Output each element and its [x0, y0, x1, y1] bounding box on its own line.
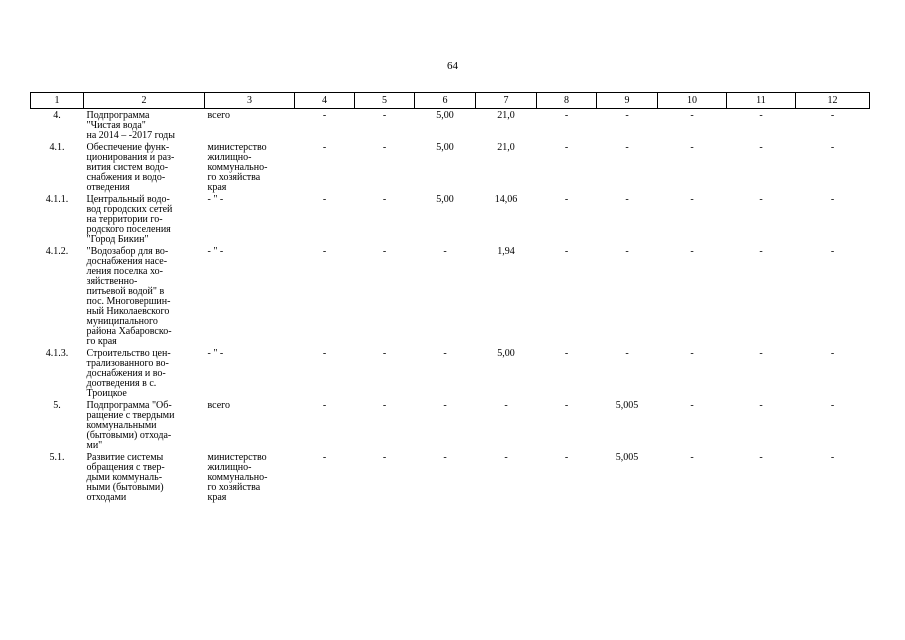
value-cell: - — [690, 246, 694, 257]
value-cell: - — [322, 400, 327, 411]
value-cell: 5,005 — [615, 452, 639, 463]
value-cell: - — [382, 110, 387, 121]
value-cell: - — [564, 348, 569, 359]
value-cell: - — [564, 110, 569, 121]
value-cell: - — [690, 452, 694, 463]
row-executor: - " - — [207, 246, 224, 257]
value-cell: - — [443, 246, 447, 257]
value-cell: 5,00 — [436, 194, 454, 205]
row-name: Строительство цен- трализованного во- доснабжения и во- доотведения в с. Троицкое — [86, 348, 171, 399]
value-cell: - — [382, 400, 387, 411]
value-cell: - — [625, 246, 629, 257]
row-executor: министерство жилищно- коммунально- го хозяйства края — [207, 452, 268, 503]
header-cell: 2 — [84, 93, 205, 109]
value-cell: - — [322, 348, 327, 359]
row-executor: - " - — [207, 194, 224, 205]
row-name: Развитие системы обращения с твер- дыми коммуналь- ными (бытовыми) отходами — [86, 452, 165, 503]
table-row — [31, 193, 870, 245]
row-number: 5.1. — [49, 452, 65, 463]
value-cell: - — [382, 246, 387, 257]
row-executor: всего — [207, 400, 231, 411]
header-cell: 6 — [415, 93, 476, 109]
value-cell: 5,00 — [436, 110, 454, 121]
value-cell: 1,94 — [497, 246, 515, 257]
header-cell: 10 — [658, 93, 727, 109]
row-number: 4.1. — [49, 142, 65, 153]
value-cell: - — [830, 110, 835, 121]
value-cell: - — [830, 400, 835, 411]
value-cell: - — [830, 194, 835, 205]
value-cell: - — [690, 142, 694, 153]
row-number: 4.1.2. — [45, 246, 69, 257]
value-cell: - — [830, 246, 835, 257]
value-cell: - — [382, 142, 387, 153]
value-cell: - — [759, 400, 763, 411]
header-cell: 7 — [476, 93, 537, 109]
value-cell: - — [564, 246, 569, 257]
value-cell: - — [322, 452, 327, 463]
value-cell: - — [830, 348, 835, 359]
value-cell: 5,00 — [497, 348, 515, 359]
table-row — [31, 399, 870, 451]
value-cell: - — [382, 348, 387, 359]
value-cell: 21,0 — [497, 110, 515, 121]
row-number: 4.1.1. — [45, 194, 69, 205]
value-cell: - — [690, 194, 694, 205]
row-name: Подпрограмма "Об- ращение с твердыми коммунальными (бытовыми) отхода- ми" — [86, 400, 175, 451]
value-cell: - — [322, 246, 327, 257]
header-row — [31, 93, 870, 109]
value-cell: - — [625, 142, 629, 153]
value-cell: - — [504, 400, 508, 411]
table-row — [31, 347, 870, 399]
value-cell: - — [382, 452, 387, 463]
value-cell: - — [830, 452, 835, 463]
value-cell: - — [322, 194, 327, 205]
table-row — [31, 109, 870, 142]
row-executor: всего — [207, 110, 231, 121]
value-cell: - — [443, 400, 447, 411]
row-number: 4.1.3. — [45, 348, 69, 359]
value-cell: - — [625, 194, 629, 205]
row-name: Подпрограмма "Чистая вода" на 2014 – -2017 годы — [86, 110, 175, 141]
row-number: 5. — [53, 400, 61, 411]
row-name: Обеспечение функ- ционирования и раз- вития систем водо- снабжения и водо- отведения — [86, 142, 175, 193]
value-cell: - — [690, 110, 694, 121]
header-cell: 8 — [537, 93, 597, 109]
value-cell: 5,005 — [615, 400, 639, 411]
value-cell: - — [382, 194, 387, 205]
value-cell: - — [322, 110, 327, 121]
value-cell: - — [690, 348, 694, 359]
page-number: 64 — [447, 60, 458, 72]
value-cell: - — [759, 194, 763, 205]
row-executor: министерство жилищно- коммунально- го хозяйства края — [207, 142, 268, 193]
row-number: 4. — [53, 110, 61, 121]
header-cell: 1 — [31, 93, 84, 109]
header-cell: 3 — [205, 93, 295, 109]
value-cell: - — [564, 452, 569, 463]
value-cell: - — [625, 348, 629, 359]
value-cell: - — [759, 142, 763, 153]
value-cell: - — [690, 400, 694, 411]
value-cell: - — [564, 194, 569, 205]
value-cell: - — [322, 142, 327, 153]
value-cell: 5,00 — [436, 142, 454, 153]
value-cell: - — [564, 400, 569, 411]
row-name: "Водозабор для во- доснабжения насе- ления поселка хо- зяйственно- питьевой водой" в пос. Многовершин- ный Николаевского муниципального района Хабаровско- го края — [86, 246, 172, 347]
value-cell: - — [443, 348, 447, 359]
value-cell: - — [830, 142, 835, 153]
header-cell: 11 — [727, 93, 796, 109]
value-cell: 21,0 — [497, 142, 515, 153]
value-cell: - — [759, 452, 763, 463]
value-cell: 14,06 — [494, 194, 518, 205]
value-cell: - — [759, 246, 763, 257]
value-cell: - — [625, 110, 629, 121]
row-executor: - " - — [207, 348, 224, 359]
header-cell: 5 — [355, 93, 415, 109]
value-cell: - — [564, 142, 569, 153]
value-cell: - — [504, 452, 508, 463]
value-cell: - — [759, 348, 763, 359]
budget-table — [30, 92, 870, 503]
header-cell: 12 — [796, 93, 870, 109]
value-cell: - — [443, 452, 447, 463]
header-cell: 4 — [295, 93, 355, 109]
table-row — [31, 245, 870, 347]
table-row — [31, 141, 870, 193]
header-cell: 9 — [597, 93, 658, 109]
row-name: Центральный водо- вод городских сетей на территории го- родского поселения "Город Бикин" — [86, 194, 173, 245]
table-row — [31, 451, 870, 503]
value-cell: - — [759, 110, 763, 121]
